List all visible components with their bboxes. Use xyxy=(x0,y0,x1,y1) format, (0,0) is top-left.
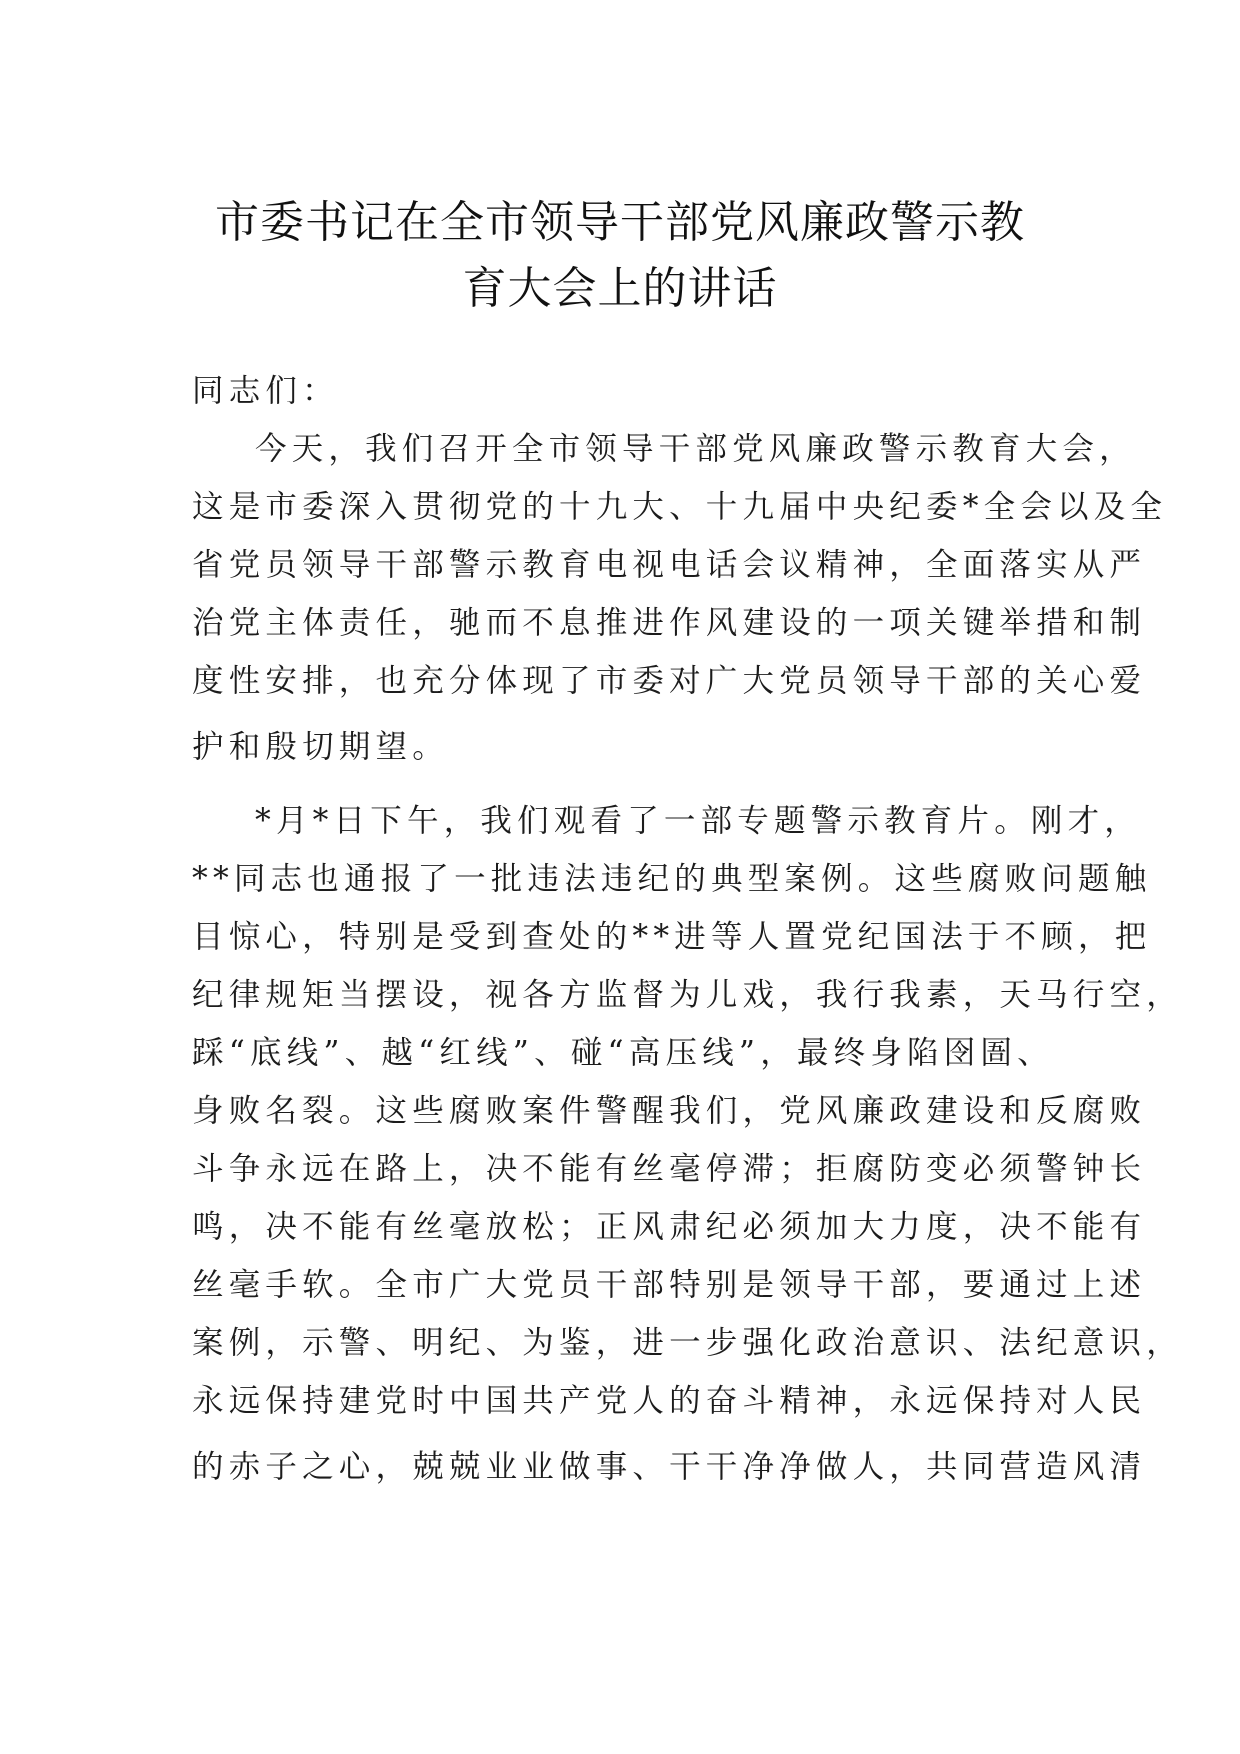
paragraph-1-line-2: 这是市委深入贯彻党的十九大、十九届中央纪委*全会以及全 xyxy=(192,489,1168,525)
paragraph-2-line-8: 鸣，决不能有丝毫放松；正风肃纪必须加大力度，决不能有 xyxy=(192,1209,1147,1245)
paragraph-2-line-7: 斗争永远在路上，决不能有丝毫停滞；拒腐防变必须警钟长 xyxy=(192,1151,1147,1187)
salutation: 同志们： xyxy=(192,373,339,409)
document-title xyxy=(150,190,1090,322)
paragraph-1-line-3: 省党员领导干部警示教育电视电话会议精神，全面落实从严 xyxy=(192,547,1147,583)
paragraph-1-line-1: 今天，我们召开全市领导干部党风廉政警示教育大会， xyxy=(255,431,1136,467)
paragraph-2-line-1: *月*日下午，我们观看了一部专题警示教育片。刚才， xyxy=(255,803,1142,839)
paragraph-2-line-4: 纪律规矩当摆设，视各方监督为儿戏，我行我素，天马行空， xyxy=(192,977,1183,1013)
paragraph-2-line-11: 永远保持建党时中国共产党人的奋斗精神，永远保持对人民 xyxy=(192,1383,1147,1419)
paragraph-1-line-4: 治党主体责任，驰而不息推进作风建设的一项关键举措和制 xyxy=(192,605,1147,641)
paragraph-2-line-6: 身败名裂。这些腐败案件警醒我们，党风廉政建设和反腐败 xyxy=(192,1093,1147,1129)
paragraph-2-line-2: **同志也通报了一批违法违纪的典型案例。这些腐败问题触 xyxy=(192,861,1152,897)
title-line-2: 育大会上的讲话 xyxy=(462,263,778,314)
paragraph-1-line-6: 护和殷切期望。 xyxy=(192,729,449,765)
title-line-1: 市委书记在全市领导干部党风廉政警示教 xyxy=(215,197,1025,248)
paragraph-2-line-9: 丝毫手软。全市广大党员干部特别是领导干部，要通过上述 xyxy=(192,1267,1147,1303)
paragraph-2-line-5: 踩“底线”、越“红线”、碰“高压线”，最终身陷囹圄、 xyxy=(192,1035,1054,1071)
paragraph-2-line-10: 案例，示警、明纪、为鉴，进一步强化政治意识、法纪意识， xyxy=(192,1325,1183,1361)
paragraph-2-line-3: 目惊心，特别是受到查处的**进等人置党纪国法于不顾，把 xyxy=(192,919,1152,955)
paragraph-1-line-5: 度性安排，也充分体现了市委对广大党员领导干部的关心爱 xyxy=(192,663,1147,699)
paragraph-2-line-12: 的赤子之心，兢兢业业做事、干干净净做人，共同营造风清 xyxy=(192,1449,1147,1485)
